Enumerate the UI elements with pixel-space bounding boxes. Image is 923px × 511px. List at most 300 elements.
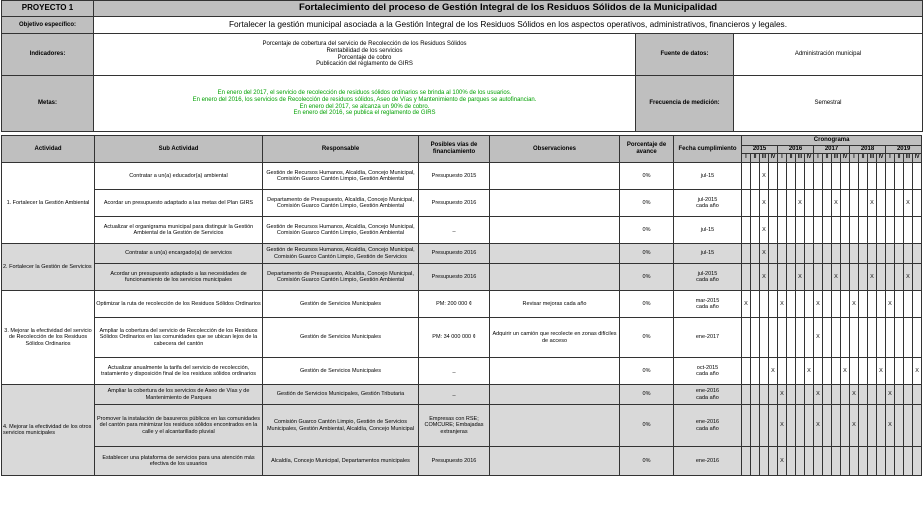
col-cronograma: Cronograma — [742, 136, 922, 146]
sub-activity: Optimizar la ruta de recolección de los Residuos Sólidos Ordinarios — [95, 291, 263, 318]
schedule-cell — [823, 264, 832, 291]
indicators-list — [94, 34, 636, 76]
funding: Presupuesto 2016 — [419, 244, 490, 264]
sub-activity: Contratar a un(a) educador(a) ambiental — [95, 163, 263, 190]
responsible: Gestión de Servicios Municipales — [263, 318, 419, 358]
year-header: 2017 — [814, 146, 850, 154]
schedule-cell — [886, 163, 895, 190]
schedule-cell — [859, 385, 868, 405]
schedule-mark: X — [868, 190, 877, 217]
schedule-cell — [742, 405, 751, 447]
schedule-cell — [850, 318, 859, 358]
schedule-mark: X — [814, 318, 823, 358]
schedule-mark: X — [877, 358, 886, 385]
schedule-cell — [877, 163, 886, 190]
schedule-cell — [769, 291, 778, 318]
schedule-cell — [904, 217, 913, 244]
schedule-cell — [832, 358, 841, 385]
schedule-cell — [841, 217, 850, 244]
schedule-cell — [913, 385, 922, 405]
schedule-cell — [814, 190, 823, 217]
frequency-value: Semestral — [734, 76, 923, 132]
schedule-cell — [913, 264, 922, 291]
schedule-cell — [886, 358, 895, 385]
col-observaciones: Observaciones — [490, 136, 620, 163]
col-sub-actividad: Sub Actividad — [95, 136, 263, 163]
due-date-line: cada año — [696, 394, 719, 401]
schedule-cell — [751, 405, 760, 447]
due-date-line: cada año — [696, 203, 719, 209]
col-fecha: Fecha cumplimiento — [674, 136, 742, 163]
schedule-cell — [778, 358, 787, 385]
schedule-cell — [913, 190, 922, 217]
schedule-cell — [850, 163, 859, 190]
schedule-cell — [850, 244, 859, 264]
indicator-item: Publicación del reglamento de GIRS — [316, 61, 413, 68]
schedule-cell — [823, 190, 832, 217]
schedule-cell — [823, 405, 832, 447]
quarter-header: III — [868, 154, 877, 163]
schedule-mark: X — [760, 217, 769, 244]
due-date-line: cada año — [696, 304, 719, 310]
responsible: Alcaldía, Concejo Municipal, Departamentos municipales — [263, 447, 419, 476]
schedule-mark: X — [886, 405, 895, 447]
funding: Presupuesto 2015 — [419, 163, 490, 190]
schedule-cell — [850, 217, 859, 244]
schedule-cell — [895, 244, 904, 264]
schedule-cell — [832, 405, 841, 447]
schedule-cell — [895, 358, 904, 385]
activity-label: 1. Fortalecer la Gestión Ambiental — [2, 163, 95, 244]
schedule-cell — [859, 405, 868, 447]
progress: 0% — [620, 190, 674, 217]
schedule-mark: X — [778, 385, 787, 405]
schedule-cell — [859, 190, 868, 217]
schedule-cell — [895, 217, 904, 244]
col-avance: Porcentaje de avance — [620, 136, 674, 163]
schedule-cell — [742, 244, 751, 264]
progress: 0% — [620, 385, 674, 405]
schedule-cell — [868, 291, 877, 318]
funding: Empresas con RSE; COMCURE; Embajadas extranjeras — [419, 405, 490, 447]
schedule-cell — [805, 447, 814, 476]
quarter-header: III — [904, 154, 913, 163]
due-date — [674, 447, 742, 476]
schedule-cell — [742, 217, 751, 244]
table-row — [2, 217, 922, 244]
schedule-cell — [778, 163, 787, 190]
objective-label: Objetivo específico: — [2, 17, 94, 34]
schedule-cell — [832, 244, 841, 264]
schedule-cell — [832, 291, 841, 318]
schedule-cell — [913, 318, 922, 358]
schedule-cell — [751, 217, 760, 244]
due-date-line: ene-2017 — [695, 334, 720, 341]
schedule-cell — [913, 163, 922, 190]
schedule-cell — [796, 217, 805, 244]
funding: _ — [419, 217, 490, 244]
due-date — [674, 190, 742, 217]
schedule-cell — [805, 291, 814, 318]
observations — [490, 217, 620, 244]
schedule-cell — [805, 217, 814, 244]
schedule-cell — [805, 405, 814, 447]
schedule-cell — [904, 385, 913, 405]
due-date — [674, 358, 742, 385]
indicator-item: Porcentaje de cobro — [337, 54, 392, 61]
schedule-cell — [769, 244, 778, 264]
schedule-cell — [877, 291, 886, 318]
observations — [490, 163, 620, 190]
quarter-header: I — [742, 154, 751, 163]
schedule-mark: X — [778, 291, 787, 318]
due-date — [674, 264, 742, 291]
progress: 0% — [620, 264, 674, 291]
table-row — [2, 405, 922, 447]
schedule-cell — [841, 447, 850, 476]
sub-activity: Establecer una plataforma de servicios para una atención más efectiva de los usuarios — [95, 447, 263, 476]
schedule-cell — [796, 358, 805, 385]
schedule-mark: X — [796, 190, 805, 217]
schedule-mark: X — [760, 264, 769, 291]
activity-label: 4. Mejorar la efectividad de los otros servicios municipales — [2, 385, 95, 476]
schedule-cell — [868, 358, 877, 385]
due-date — [674, 291, 742, 318]
schedule-cell — [805, 318, 814, 358]
year-header: 2015 — [742, 146, 778, 154]
due-date-line: cada año — [696, 277, 719, 283]
quarter-header: II — [895, 154, 904, 163]
schedule-cell — [787, 318, 796, 358]
objective-text: Fortalecer la gestión municipal asociada a la Gestión Integral de los Residuos Sólidos en los aspectos operativos, administrativos, financieros y legales. — [94, 17, 923, 34]
responsible: Gestión de Recursos Humanos, Alcaldía, Concejo Municipal, Comisión Guarco Cantón Limpio, Gestión Ambiental — [263, 217, 419, 244]
schedule-cell — [751, 447, 760, 476]
table-row — [2, 291, 922, 318]
schedule-cell — [760, 405, 769, 447]
due-date-line: mar-2015 — [695, 297, 720, 304]
schedule-cell — [787, 217, 796, 244]
quarter-header: III — [832, 154, 841, 163]
schedule-cell — [832, 447, 841, 476]
quarter-header: II — [751, 154, 760, 163]
schedule-cell — [778, 318, 787, 358]
schedule-mark: X — [760, 190, 769, 217]
table-row — [2, 163, 922, 190]
schedule-cell — [886, 217, 895, 244]
schedule-cell — [868, 447, 877, 476]
schedule-mark: X — [796, 264, 805, 291]
due-date-line: jul-15 — [700, 250, 715, 257]
schedule-mark: X — [904, 264, 913, 291]
progress: 0% — [620, 291, 674, 318]
schedule-mark: X — [760, 244, 769, 264]
schedule-cell — [778, 190, 787, 217]
due-date-line: jul-2015 — [697, 270, 718, 277]
indicator-item: Porcentaje de cobertura del servicio de Recolección de los Residuos Sólidos — [262, 41, 467, 48]
schedule-cell — [913, 217, 922, 244]
responsible: Gestión de Recursos Humanos, Alcaldía, Concejo Municipal, Comisión Guarco Cantón Limpio, Gestión de Servicios — [263, 244, 419, 264]
goal-item: En enero del 2017, se alcanza un 90% de cobro. — [299, 103, 430, 110]
table-row — [2, 264, 922, 291]
schedule-cell — [742, 358, 751, 385]
schedule-cell — [769, 385, 778, 405]
schedule-mark: X — [850, 405, 859, 447]
due-date — [674, 217, 742, 244]
sub-activity: Ampliar la cobertura de los servicios de Aseo de Vías y de Mantenimiento de Parques — [95, 385, 263, 405]
col-financiamiento: Posibles vías de financiamiento — [419, 136, 490, 163]
schedule-cell — [859, 163, 868, 190]
schedule-cell — [751, 318, 760, 358]
due-date-line: oct-2015 — [696, 364, 719, 371]
schedule-cell — [796, 163, 805, 190]
schedule-cell — [805, 163, 814, 190]
schedule-cell — [814, 163, 823, 190]
schedule-mark: X — [832, 190, 841, 217]
schedule-cell — [832, 385, 841, 405]
schedule-mark: X — [913, 358, 922, 385]
schedule-cell — [751, 163, 760, 190]
sub-activity: Actualizar anualmente la tarifa del servicio de recolección, tratamiento y disposición final de los residuos sólidos ordinarios — [95, 358, 263, 385]
schedule-cell — [904, 405, 913, 447]
due-date-line: jul-15 — [700, 226, 715, 233]
schedule-cell — [850, 264, 859, 291]
schedule-cell — [760, 291, 769, 318]
responsible: Gestión de Recursos Humanos, Alcaldía, Concejo Municipal, Comisión Guarco Cantón Limpio, Gestión Ambiental — [263, 163, 419, 190]
schedule-cell — [913, 291, 922, 318]
schedule-mark: X — [778, 447, 787, 476]
progress: 0% — [620, 163, 674, 190]
goal-item: En enero del 2016, los servicios de Recolección de residuos sólidos, Aseo de Vías y Mantenimiento de parques se autofinancian. — [192, 96, 537, 103]
due-date-line: cada año — [696, 371, 719, 377]
schedule-mark: X — [760, 163, 769, 190]
year-header: 2016 — [778, 146, 814, 154]
observations: Revisar mejoras cada año — [490, 291, 620, 318]
schedule-cell — [760, 318, 769, 358]
goal-item: En enero del 2016, se publica el reglamento de GIRS — [293, 110, 436, 117]
schedule-cell — [904, 163, 913, 190]
schedule-cell — [841, 385, 850, 405]
schedule-cell — [859, 291, 868, 318]
schedule-cell — [742, 318, 751, 358]
funding: Presupuesto 2016 — [419, 190, 490, 217]
quarter-header: I — [814, 154, 823, 163]
schedule-mark: X — [814, 405, 823, 447]
schedule-cell — [823, 163, 832, 190]
table-row — [2, 318, 922, 358]
progress: 0% — [620, 358, 674, 385]
schedule-cell — [751, 291, 760, 318]
schedule-cell — [877, 405, 886, 447]
progress: 0% — [620, 244, 674, 264]
schedule-mark: X — [886, 385, 895, 405]
schedule-cell — [778, 244, 787, 264]
sub-activity: Contratar a un(a) encargado(a) de servicios — [95, 244, 263, 264]
schedule-cell — [850, 358, 859, 385]
schedule-cell — [868, 163, 877, 190]
quarter-header: IV — [805, 154, 814, 163]
due-date-line: ene-2016 — [695, 419, 720, 426]
goals-list — [94, 76, 636, 132]
schedule-mark: X — [904, 190, 913, 217]
progress: 0% — [620, 447, 674, 476]
schedule-cell — [787, 190, 796, 217]
schedule-cell — [859, 244, 868, 264]
schedule-cell — [859, 447, 868, 476]
quarter-header: I — [886, 154, 895, 163]
goals-label: Metas: — [2, 76, 94, 132]
schedule-cell — [751, 385, 760, 405]
funding: PM: 34 000 000 ¢ — [419, 318, 490, 358]
table-row — [2, 385, 922, 405]
schedule-cell — [805, 190, 814, 217]
schedule-mark: X — [832, 264, 841, 291]
schedule-cell — [823, 217, 832, 244]
quarter-header: IV — [769, 154, 778, 163]
quarter-header: II — [859, 154, 868, 163]
observations — [490, 358, 620, 385]
schedule-cell — [850, 190, 859, 217]
schedule-cell — [805, 385, 814, 405]
due-date-line: jul-15 — [700, 172, 715, 179]
schedule-cell — [814, 217, 823, 244]
schedule-cell — [796, 447, 805, 476]
activity-label: 2. Fortalecer la Gestión de Servicios — [2, 244, 95, 291]
schedule-cell — [814, 244, 823, 264]
funding: _ — [419, 385, 490, 405]
schedule-cell — [823, 318, 832, 358]
schedule-cell — [760, 358, 769, 385]
schedule-mark: X — [805, 358, 814, 385]
schedule-cell — [751, 358, 760, 385]
schedule-cell — [868, 385, 877, 405]
schedule-cell — [868, 244, 877, 264]
schedule-mark: X — [769, 358, 778, 385]
schedule-cell — [841, 190, 850, 217]
schedule-cell — [823, 385, 832, 405]
schedule-mark: X — [742, 291, 751, 318]
due-date — [674, 163, 742, 190]
schedule-cell — [796, 385, 805, 405]
schedule-cell — [877, 447, 886, 476]
schedule-cell — [832, 217, 841, 244]
schedule-cell — [904, 244, 913, 264]
schedule-cell — [778, 217, 787, 244]
schedule-cell — [823, 291, 832, 318]
schedule-cell — [814, 264, 823, 291]
schedule-cell — [796, 244, 805, 264]
schedule-cell — [859, 264, 868, 291]
schedule-cell — [787, 385, 796, 405]
schedule-mark: X — [814, 291, 823, 318]
schedule-cell — [859, 358, 868, 385]
schedule-cell — [823, 244, 832, 264]
schedule-cell — [877, 217, 886, 244]
schedule-cell — [787, 244, 796, 264]
schedule-cell — [895, 447, 904, 476]
schedule-cell — [904, 358, 913, 385]
responsible: Departamento de Presupuesto, Alcaldía, Concejo Municipal, Comisión Guarco Cantón Limpio, Gestión Ambiental — [263, 190, 419, 217]
sub-activity: Ampliar la cobertura del servicio de Recolección de los Residuos Sólidos Ordinarios en las comunidades que se ubican lejos de la cabecera del cantón — [95, 318, 263, 358]
data-source-label: Fuente de datos: — [636, 34, 734, 76]
schedule-cell — [841, 163, 850, 190]
schedule-cell — [751, 190, 760, 217]
schedule-cell — [796, 291, 805, 318]
schedule-cell — [787, 291, 796, 318]
schedule-cell — [751, 244, 760, 264]
schedule-cell — [841, 318, 850, 358]
schedule-cell — [769, 190, 778, 217]
schedule-cell — [904, 291, 913, 318]
indicator-item: Rentabilidad de los servicios — [326, 47, 403, 54]
observations — [490, 190, 620, 217]
progress: 0% — [620, 318, 674, 358]
due-date — [674, 244, 742, 264]
schedule-cell — [913, 447, 922, 476]
schedule-cell — [769, 264, 778, 291]
funding: Presupuesto 2016 — [419, 447, 490, 476]
schedule-cell — [742, 385, 751, 405]
schedule-cell — [877, 318, 886, 358]
sub-activity: Actualizar el organigrama municipal para distinguir la Gestión Ambiental de la Gestión de Servicios — [95, 217, 263, 244]
schedule-cell — [868, 217, 877, 244]
schedule-cell — [760, 447, 769, 476]
quarter-header: III — [796, 154, 805, 163]
schedule-cell — [742, 447, 751, 476]
schedule-cell — [895, 190, 904, 217]
due-date-line: ene-2016 — [695, 388, 720, 395]
due-date — [674, 318, 742, 358]
observations: Adquirir un camión que recolecte en zonas difíciles de acceso — [490, 318, 620, 358]
schedule-cell — [787, 358, 796, 385]
schedule-cell — [805, 264, 814, 291]
due-date-line: jul-2015 — [697, 196, 718, 203]
observations — [490, 405, 620, 447]
schedule-mark: X — [850, 291, 859, 318]
due-date — [674, 405, 742, 447]
sub-activity: Acordar un presupuesto adaptado a las necesidades de funcionamiento de los servicios municipales — [95, 264, 263, 291]
quarter-header: II — [823, 154, 832, 163]
schedule-mark: X — [841, 358, 850, 385]
schedule-cell — [877, 190, 886, 217]
schedule-cell — [895, 405, 904, 447]
responsible: Gestión de Servicios Municipales, Gestión Tributaria — [263, 385, 419, 405]
schedule-cell — [769, 217, 778, 244]
year-header: 2019 — [886, 146, 922, 154]
goal-item: En enero del 2017, el servicio de recolección de residuos sólidos ordinarios se brinda al 100% de los usuarios. — [217, 90, 512, 97]
schedule-mark: X — [850, 385, 859, 405]
schedule-cell — [805, 244, 814, 264]
quarter-header: I — [778, 154, 787, 163]
schedule-cell — [751, 264, 760, 291]
schedule-cell — [895, 291, 904, 318]
quarter-header: IV — [841, 154, 850, 163]
schedule-cell — [841, 264, 850, 291]
activity-label: 3. Mejorar la efectividad del servicio de Recolección de los Residuos Sólidos Ordinarios — [2, 291, 95, 385]
schedule-cell — [796, 318, 805, 358]
quarter-header: IV — [877, 154, 886, 163]
schedule-cell — [832, 163, 841, 190]
schedule-cell — [868, 405, 877, 447]
responsible: Gestión de Servicios Municipales — [263, 291, 419, 318]
quarter-header: IV — [913, 154, 922, 163]
schedule-cell — [841, 244, 850, 264]
schedule-cell — [841, 291, 850, 318]
project-title: Fortalecimiento del proceso de Gestión Integral de los Residuos Sólidos de la Municipalidad — [94, 1, 923, 17]
schedule-cell — [895, 385, 904, 405]
schedule-cell — [742, 264, 751, 291]
schedule-cell — [913, 405, 922, 447]
quarter-header: I — [850, 154, 859, 163]
